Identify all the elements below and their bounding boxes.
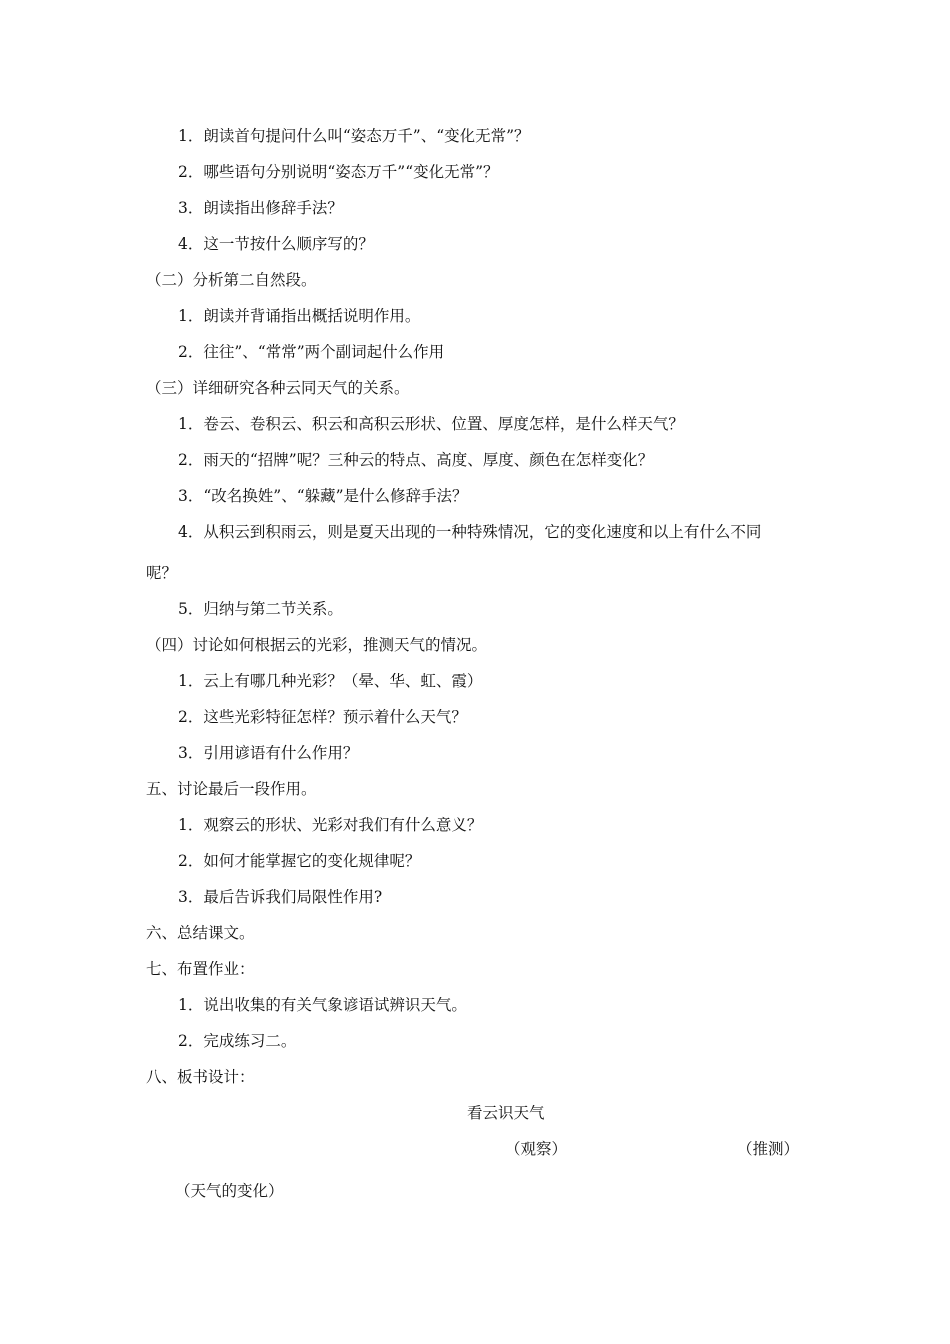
board-title: 看云识天气 [467,1104,545,1122]
text-line: 2．雨天的“招牌”呢？三种云的特点、高度、厚度、颜色在怎样变化？ [178,451,654,469]
board-predict-label: （推测） [737,1140,800,1158]
text-line: 2．往往”、“常常”两个副词起什么作用 [178,343,445,361]
section-heading: （二）分析第二自然段。 [146,271,317,289]
text-line: 1．朗读并背诵指出概括说明作用。 [178,307,421,325]
text-line-continuation: 呢？ [146,564,178,582]
text-line: 1．卷云、卷积云、积云和高积云形状、位置、厚度怎样，是什么样天气？ [178,415,684,433]
section-heading: （四）讨论如何根据云的光彩，推测天气的情况。 [146,636,488,654]
text-line: 2．哪些语句分别说明“姿态万千”“变化无常”？ [178,163,499,181]
text-line: 2．完成练习二。 [178,1032,297,1050]
text-line: 1．朗读首句提问什么叫“姿态万千”、“变化无常”？ [178,127,530,145]
text-line: 5．归纳与第二节关系。 [178,600,343,618]
text-line: 2．这些光彩特征怎样？预示着什么天气？ [178,708,467,726]
text-line: 3．“改名换姓”、“躲藏”是什么修辞手法？ [178,487,468,505]
section-heading: 六、总结课文。 [146,924,255,942]
text-line: 4．这一节按什么顺序写的？ [178,235,374,253]
text-line: 3．引用谚语有什么作用？ [178,744,359,762]
text-line: 1．说出收集的有关气象谚语试辨识天气。 [178,996,467,1014]
section-heading: 七、布置作业： [146,960,255,978]
text-line: 2．如何才能掌握它的变化规律呢？ [178,852,421,870]
text-line: 4．从积云到积雨云，则是夏天出现的一种特殊情况，它的变化速度和以上有什么不同 [178,523,762,541]
section-heading: 五、讨论最后一段作用。 [146,780,317,798]
text-line: 1．云上有哪几种光彩？（晕、华、虹、霞） [178,672,483,690]
board-change-label: （天气的变化） [175,1182,284,1200]
text-line: 1．观察云的形状、光彩对我们有什么意义？ [178,816,483,834]
text-line: 3．朗读指出修辞手法？ [178,199,343,217]
section-heading: 八、板书设计： [146,1068,255,1086]
section-heading: （三）详细研究各种云同天气的关系。 [146,379,410,397]
board-observe-label: （观察） [505,1140,568,1158]
text-line: 3．最后告诉我们局限性作用? [178,888,383,906]
